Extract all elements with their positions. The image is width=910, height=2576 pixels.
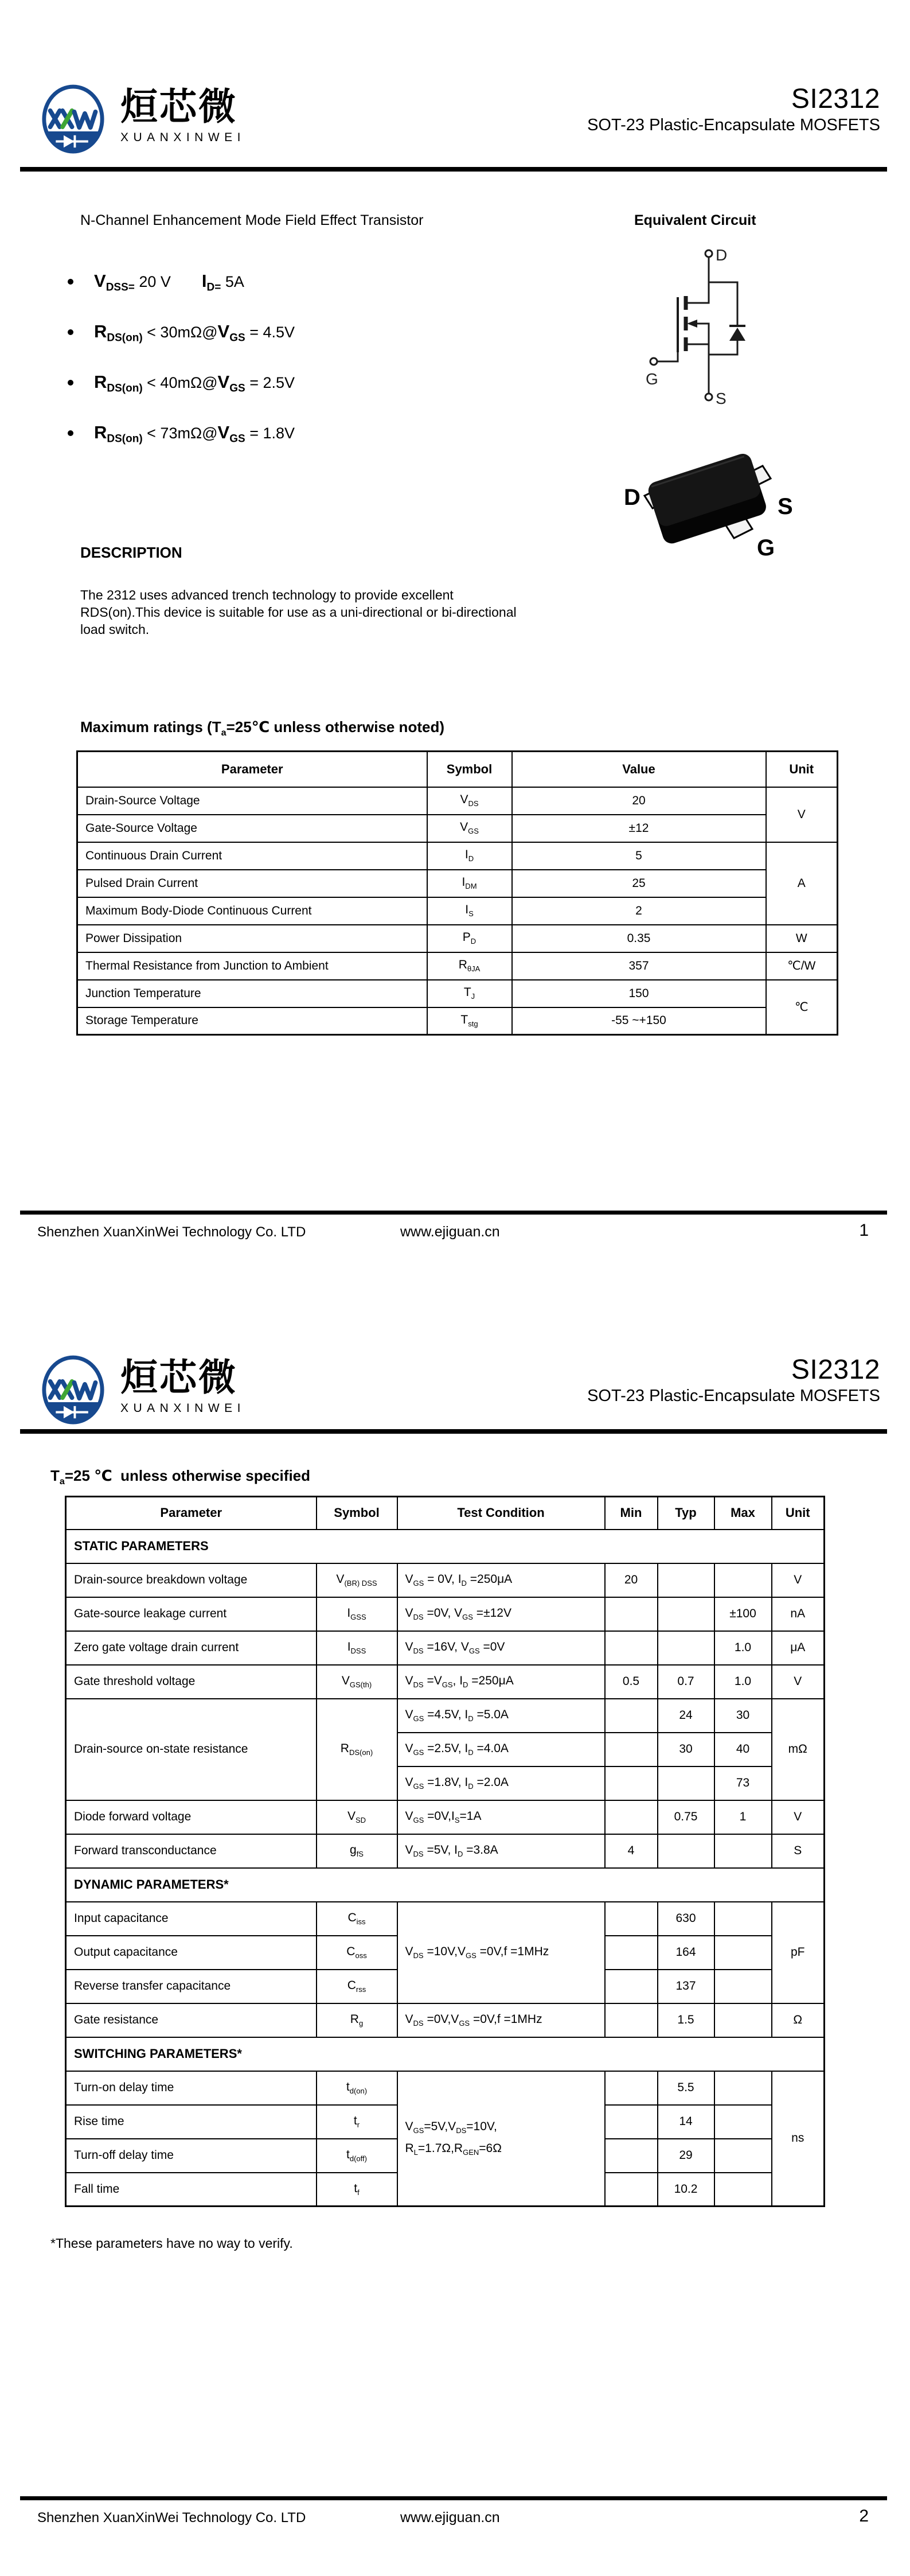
package-drain-label: D bbox=[624, 485, 640, 510]
cell-max bbox=[714, 1902, 772, 1936]
col-header: Typ bbox=[658, 1497, 714, 1530]
cell-symbol: $V_{DS}$ bbox=[427, 787, 512, 815]
feature-item: $R_{DS(on)}$ < $30m\Omega@V_{GS} = 4.5V$ bbox=[68, 321, 295, 344]
cell-max bbox=[714, 2105, 772, 2139]
cell-max bbox=[714, 2003, 772, 2037]
footer-website: www.ejiguan.cn bbox=[400, 2509, 500, 2526]
cell-value: 20 bbox=[512, 787, 766, 815]
cell-min: 0.5 bbox=[605, 1665, 658, 1699]
cell-param: Fall time bbox=[66, 2173, 317, 2207]
cell-unit: ℃/W bbox=[766, 952, 838, 980]
col-header: Unit bbox=[772, 1497, 825, 1530]
gate-label: G bbox=[646, 370, 658, 388]
cell-symbol: $R_{DS(on)}$ bbox=[317, 1699, 397, 1800]
table-row bbox=[66, 1800, 825, 1834]
feature-item: $R_{DS(on)}$ < $73m\Omega@V_{GS} = 1.8V$ bbox=[68, 422, 295, 445]
table-row bbox=[77, 925, 838, 952]
cell-typ bbox=[658, 1597, 714, 1631]
page-header bbox=[40, 84, 880, 170]
cell-unit: V bbox=[772, 1563, 825, 1597]
brand-name-chinese: 烜芯微 bbox=[120, 85, 238, 127]
page-number: 2 bbox=[859, 2507, 869, 2526]
page-2 bbox=[0, 1288, 910, 2576]
cell-symbol: $C_{oss}$ bbox=[317, 1936, 397, 1970]
footer-company: Shenzhen XuanXinWei Technology Co. LTD bbox=[37, 2510, 306, 2526]
cell-min: 4 bbox=[605, 1834, 658, 1868]
cell-min bbox=[605, 1936, 658, 1970]
cell-max bbox=[714, 1563, 772, 1597]
cell-min: 20 bbox=[605, 1563, 658, 1597]
page-header bbox=[40, 1355, 880, 1441]
cell-param: Input capacitance bbox=[66, 1902, 317, 1936]
cell-typ bbox=[658, 1834, 714, 1868]
col-header: Max bbox=[714, 1497, 772, 1530]
cell-param: Output capacitance bbox=[66, 1936, 317, 1970]
brand-name-chinese: 烜芯微 bbox=[120, 1356, 238, 1398]
col-header: Symbol bbox=[427, 752, 512, 787]
cell-symbol: $V_{GS}$ bbox=[427, 815, 512, 842]
cell-param: Maximum Body-Diode Continuous Current bbox=[77, 897, 427, 925]
cell-value: -55 ~+150 bbox=[512, 1007, 766, 1035]
cell-unit: A bbox=[766, 842, 838, 925]
cell-value: ±12 bbox=[512, 815, 766, 842]
header-rule bbox=[20, 167, 887, 172]
cell-param: Diode forward voltage bbox=[66, 1800, 317, 1834]
col-header: Parameter bbox=[66, 1497, 317, 1530]
table-row bbox=[66, 1665, 825, 1699]
cell-param: Drain-source on-state resistance bbox=[66, 1699, 317, 1800]
cell-param: Rise time bbox=[66, 2105, 317, 2139]
cell-unit: S bbox=[772, 1834, 825, 1868]
cell-symbol: $R_g$ bbox=[317, 2003, 397, 2037]
table-row bbox=[77, 842, 838, 870]
cell-max: 1 bbox=[714, 1800, 772, 1834]
brand-name-english: XUANXINWEI bbox=[120, 131, 246, 145]
table-row bbox=[77, 815, 838, 842]
cell-unit: pF bbox=[772, 1902, 825, 2003]
cell-cond: $V_{DS} =10V,V_{GS} =0V,f =1MHz$ bbox=[397, 1902, 605, 2003]
cell-max bbox=[714, 1834, 772, 1868]
cell-param: Gate-Source Voltage bbox=[77, 815, 427, 842]
bullet-icon bbox=[68, 279, 73, 285]
description-paragraph: The 2312 uses advanced trench technology to provide excellent RDS(on).This device is suitable for use as a uni-directional or bi-directional load switch. bbox=[80, 587, 517, 637]
cell-symbol: $R_{\theta JA}$ bbox=[427, 952, 512, 980]
cell-typ bbox=[658, 1631, 714, 1665]
footer-rule bbox=[20, 2496, 887, 2500]
cell-param: Reverse transfer capacitance bbox=[66, 1970, 317, 2003]
description-title: DESCRIPTION bbox=[80, 544, 182, 561]
table-row bbox=[77, 1007, 838, 1035]
section-header-row bbox=[66, 1530, 825, 1563]
cell-symbol: $I_S$ bbox=[427, 897, 512, 925]
cell-min bbox=[605, 1597, 658, 1631]
cell-param: Storage Temperature bbox=[77, 1007, 427, 1035]
cell-symbol: $T_J$ bbox=[427, 980, 512, 1007]
cell-unit: Ω bbox=[772, 2003, 825, 2037]
bullet-icon bbox=[68, 430, 73, 436]
cell-min bbox=[605, 2173, 658, 2207]
cell-value: 150 bbox=[512, 980, 766, 1007]
page-number: 1 bbox=[859, 1221, 869, 1240]
cell-min bbox=[605, 1733, 658, 1766]
table-header-row bbox=[66, 1497, 825, 1530]
cell-param: Gate threshold voltage bbox=[66, 1665, 317, 1699]
cell-value: 0.35 bbox=[512, 925, 766, 952]
cell-max: ±100 bbox=[714, 1597, 772, 1631]
cell-param: Zero gate voltage drain current bbox=[66, 1631, 317, 1665]
company-logo-icon bbox=[41, 1355, 106, 1427]
cell-typ bbox=[658, 1563, 714, 1597]
cell-typ: 30 bbox=[658, 1733, 714, 1766]
cell-cond: $V_{GS} =0V,I_S=1A$ bbox=[397, 1800, 605, 1834]
max-ratings-table bbox=[76, 750, 838, 1036]
cell-symbol: $I_{DM}$ bbox=[427, 870, 512, 897]
bullet-icon bbox=[68, 380, 73, 386]
col-header: Symbol bbox=[317, 1497, 397, 1530]
cell-param: Thermal Resistance from Junction to Ambient bbox=[77, 952, 427, 980]
cell-symbol: $V_{SD}$ bbox=[317, 1800, 397, 1834]
cell-unit: nA bbox=[772, 1597, 825, 1631]
cell-cond: $V_{DS} =0V,V_{GS} =0V,f =1MHz$ bbox=[397, 2003, 605, 2037]
cell-min bbox=[605, 1800, 658, 1834]
table-row bbox=[66, 1902, 825, 1936]
table-row bbox=[66, 2003, 825, 2037]
package-family: SOT-23 Plastic-Encapsulate MOSFETS bbox=[587, 116, 880, 135]
section-header: STATIC PARAMETERS bbox=[66, 1530, 825, 1563]
brand-name-english: XUANXINWEI bbox=[120, 1402, 246, 1415]
feature-item: $V_{DSS=}$ 20 V $I_{D=}$ 5A bbox=[68, 271, 244, 294]
cell-param: Continuous Drain Current bbox=[77, 842, 427, 870]
cell-min bbox=[605, 1699, 658, 1733]
cell-symbol: $V_{GS(th)}$ bbox=[317, 1665, 397, 1699]
cell-symbol: $C_{rss}$ bbox=[317, 1970, 397, 2003]
cell-symbol: $I_{GSS}$ bbox=[317, 1597, 397, 1631]
cell-cond: $V_{GS} = 0V$, $I_D =250\mu A$ bbox=[397, 1563, 605, 1597]
cell-unit: V bbox=[772, 1665, 825, 1699]
cell-unit: ℃ bbox=[766, 980, 838, 1035]
col-header: Unit bbox=[766, 752, 838, 787]
table-row bbox=[66, 1834, 825, 1868]
equivalent-circuit-title: Equivalent Circuit bbox=[634, 212, 756, 228]
drain-label: D bbox=[716, 246, 728, 264]
cell-cond: $V_{GS} =4.5V$, $I_D =5.0A$ bbox=[397, 1699, 605, 1733]
test-condition-title: $T_a=25$ ℃ unless otherwise specified bbox=[50, 1467, 311, 1487]
header-rule bbox=[20, 1429, 887, 1434]
cell-typ: 24 bbox=[658, 1699, 714, 1733]
cell-param: Turn-on delay time bbox=[66, 2071, 317, 2105]
cell-typ: 0.7 bbox=[658, 1665, 714, 1699]
cell-param: Gate resistance bbox=[66, 2003, 317, 2037]
company-logo-icon bbox=[41, 84, 106, 157]
footer-company: Shenzhen XuanXinWei Technology Co. LTD bbox=[37, 1224, 306, 1240]
section-header: SWITCHING PARAMETERS* bbox=[66, 2037, 825, 2071]
electrical-characteristics-table bbox=[65, 1496, 825, 2207]
cell-symbol: $I_{DSS}$ bbox=[317, 1631, 397, 1665]
table-row bbox=[66, 1563, 825, 1597]
part-number: SI2312 bbox=[791, 1355, 880, 1385]
cell-cond: $V_{GS} =1.8V$, $I_D =2.0A$ bbox=[397, 1766, 605, 1800]
cell-cond: $V_{DS} =5V$, $I_D =3.8A$ bbox=[397, 1834, 605, 1868]
cell-min bbox=[605, 1766, 658, 1800]
table-row bbox=[66, 2071, 825, 2105]
table-row bbox=[77, 980, 838, 1007]
cell-max bbox=[714, 2139, 772, 2173]
cell-value: 2 bbox=[512, 897, 766, 925]
cell-max: 73 bbox=[714, 1766, 772, 1800]
table-row bbox=[66, 1631, 825, 1665]
cell-typ: 137 bbox=[658, 1970, 714, 2003]
col-header: Test Condition bbox=[397, 1497, 605, 1530]
cell-max: 1.0 bbox=[714, 1665, 772, 1699]
col-header: Min bbox=[605, 1497, 658, 1530]
part-number: SI2312 bbox=[791, 84, 880, 114]
cell-unit: V bbox=[772, 1800, 825, 1834]
cell-symbol: $t_{d(on)}$ bbox=[317, 2071, 397, 2105]
cell-cond: $V_{GS}=5V,V_{DS}=10V$, $R_L=1.7\Omega,R_{GEN}=6\Omega$ bbox=[397, 2071, 605, 2207]
cell-min bbox=[605, 2003, 658, 2037]
mosfet-circuit-diagram bbox=[641, 246, 773, 410]
cell-typ: 0.75 bbox=[658, 1800, 714, 1834]
cell-param: Power Dissipation bbox=[77, 925, 427, 952]
package-family: SOT-23 Plastic-Encapsulate MOSFETS bbox=[587, 1387, 880, 1406]
cell-typ: 630 bbox=[658, 1902, 714, 1936]
cell-max bbox=[714, 2173, 772, 2207]
section-header: DYNAMIC PARAMETERS* bbox=[66, 1868, 825, 1902]
cell-max: 30 bbox=[714, 1699, 772, 1733]
table-row bbox=[77, 870, 838, 897]
feature-item: $R_{DS(on)}$ < $40m\Omega@V_{GS} = 2.5V$ bbox=[68, 372, 295, 395]
table-header-row bbox=[77, 752, 838, 787]
cell-max bbox=[714, 1936, 772, 1970]
col-header: Value bbox=[512, 752, 766, 787]
cell-min bbox=[605, 2071, 658, 2105]
cell-param: Junction Temperature bbox=[77, 980, 427, 1007]
cell-unit: μA bbox=[772, 1631, 825, 1665]
sot23-package-image bbox=[609, 441, 804, 573]
cell-min bbox=[605, 1631, 658, 1665]
cell-symbol: $V_{(BR) DSS}$ bbox=[317, 1563, 397, 1597]
table-row bbox=[66, 1699, 825, 1733]
cell-symbol: $T_{stg}$ bbox=[427, 1007, 512, 1035]
footer-website: www.ejiguan.cn bbox=[400, 1224, 500, 1240]
cell-symbol: $g_{fS}$ bbox=[317, 1834, 397, 1868]
cell-param: Gate-source leakage current bbox=[66, 1597, 317, 1631]
cell-symbol: $I_D$ bbox=[427, 842, 512, 870]
cell-min bbox=[605, 2139, 658, 2173]
cell-symbol: $t_f$ bbox=[317, 2173, 397, 2207]
package-source-label: S bbox=[778, 494, 793, 519]
cell-value: 5 bbox=[512, 842, 766, 870]
cell-max: 1.0 bbox=[714, 1631, 772, 1665]
table-row bbox=[77, 787, 838, 815]
max-ratings-title: Maximum ratings ($T_a=25℃$ unless otherwise noted) bbox=[80, 718, 444, 738]
cell-min bbox=[605, 2105, 658, 2139]
source-label: S bbox=[716, 390, 727, 407]
section-header-row bbox=[66, 2037, 825, 2071]
cell-typ: 29 bbox=[658, 2139, 714, 2173]
cell-min bbox=[605, 1970, 658, 2003]
cell-cond: $V_{DS} =16V$, $V_{GS} =0V$ bbox=[397, 1631, 605, 1665]
cell-typ: 14 bbox=[658, 2105, 714, 2139]
table-row bbox=[77, 897, 838, 925]
cell-symbol: $t_r$ bbox=[317, 2105, 397, 2139]
col-header: Parameter bbox=[77, 752, 427, 787]
cell-max: 40 bbox=[714, 1733, 772, 1766]
table-row bbox=[77, 952, 838, 980]
footer-rule bbox=[20, 1211, 887, 1215]
cell-typ: 5.5 bbox=[658, 2071, 714, 2105]
cell-param: Drain-source breakdown voltage bbox=[66, 1563, 317, 1597]
cell-max bbox=[714, 2071, 772, 2105]
cell-symbol: $P_D$ bbox=[427, 925, 512, 952]
table-row bbox=[66, 1597, 825, 1631]
cell-min bbox=[605, 1902, 658, 1936]
cell-unit: V bbox=[766, 787, 838, 842]
section-header-row bbox=[66, 1868, 825, 1902]
cell-value: 25 bbox=[512, 870, 766, 897]
cell-value: 357 bbox=[512, 952, 766, 980]
cell-unit: W bbox=[766, 925, 838, 952]
bullet-icon bbox=[68, 329, 73, 335]
cell-typ: 10.2 bbox=[658, 2173, 714, 2207]
cell-param: Pulsed Drain Current bbox=[77, 870, 427, 897]
cell-max bbox=[714, 1970, 772, 2003]
cell-cond: $V_{GS} =2.5V$, $I_D =4.0A$ bbox=[397, 1733, 605, 1766]
cell-unit: ns bbox=[772, 2071, 825, 2207]
package-gate-label: G bbox=[757, 535, 775, 561]
cell-symbol: $t_{d(off)}$ bbox=[317, 2139, 397, 2173]
cell-symbol: $C_{iss}$ bbox=[317, 1902, 397, 1936]
product-title: N-Channel Enhancement Mode Field Effect Transistor bbox=[80, 212, 424, 228]
cell-param: Turn-off delay time bbox=[66, 2139, 317, 2173]
cell-typ: 1.5 bbox=[658, 2003, 714, 2037]
cell-cond: $V_{DS} =V_{GS}$, $I_D =250\mu A$ bbox=[397, 1665, 605, 1699]
cell-unit: mΩ bbox=[772, 1699, 825, 1800]
footnote: *These parameters have no way to verify. bbox=[50, 2236, 293, 2251]
cell-param: Drain-Source Voltage bbox=[77, 787, 427, 815]
cell-typ: 164 bbox=[658, 1936, 714, 1970]
cell-param: Forward transconductance bbox=[66, 1834, 317, 1868]
cell-cond: $V_{DS} =0V$, $V_{GS} =\pm 12V$ bbox=[397, 1597, 605, 1631]
cell-typ bbox=[658, 1766, 714, 1800]
